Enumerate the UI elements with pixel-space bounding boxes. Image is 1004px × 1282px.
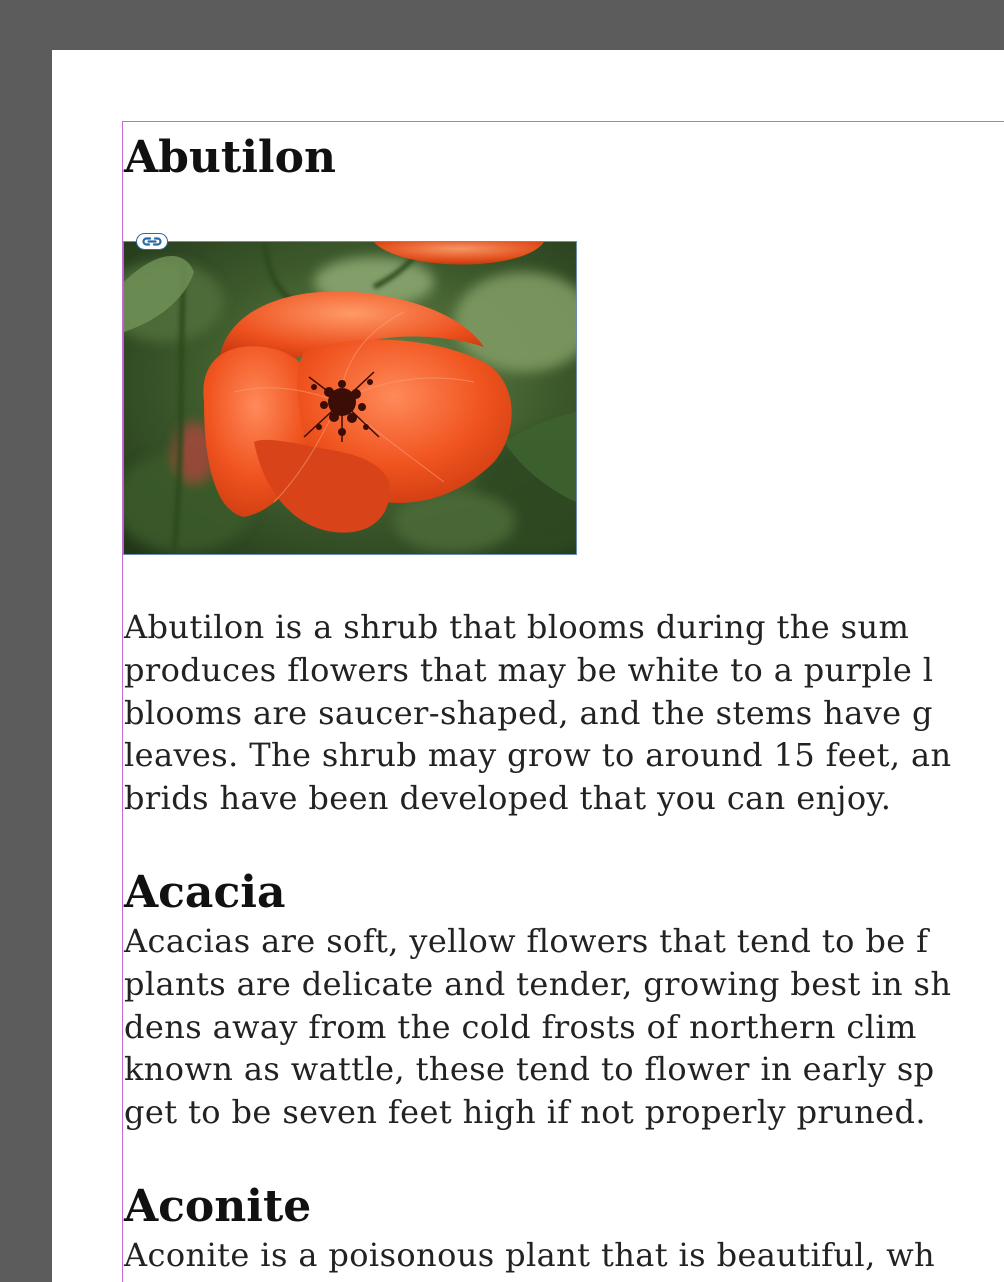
text-line: get to be seven feet high if not properly pruned. (124, 1093, 926, 1132)
text-line: Acacias are soft, yellow flowers that tend to be f (124, 922, 929, 960)
heading-aconite[interactable]: Aconite (124, 1181, 312, 1232)
text-line: produces flowers that may be white to a purple l (124, 650, 934, 689)
link-icon[interactable] (136, 233, 168, 250)
text-line: plants are delicate and tender, growing best in sh (124, 964, 952, 1003)
text-line: dens away from the cold frosts of northern clim (124, 1007, 917, 1046)
abutilon-flower-image (124, 242, 576, 554)
text-line: blooms are saucer-shaped, and the stems have g (124, 693, 933, 732)
text-line: leaves. The shrub may grow to around 15 feet, an (124, 736, 952, 775)
text-line: brids have been developed that you can enjoy. (124, 779, 892, 818)
heading-acacia[interactable]: Acacia (124, 867, 286, 918)
text-line: known as wattle, these tend to flower in early sp (124, 1050, 935, 1089)
paragraph-abutilon[interactable] (124, 606, 951, 820)
paragraph-aconite[interactable] (124, 1234, 935, 1277)
text-line: Aconite is a poisonous plant that is beautiful, wh (124, 1236, 936, 1274)
link-icon-glyph (137, 234, 167, 249)
flower-image-frame[interactable] (123, 241, 577, 555)
margin-guide-top (122, 121, 1004, 122)
paragraph-acacia[interactable] (124, 920, 951, 1134)
heading-abutilon[interactable]: Abutilon (124, 132, 336, 183)
text-line: Abutilon is a shrub that blooms during the sum (124, 608, 910, 646)
